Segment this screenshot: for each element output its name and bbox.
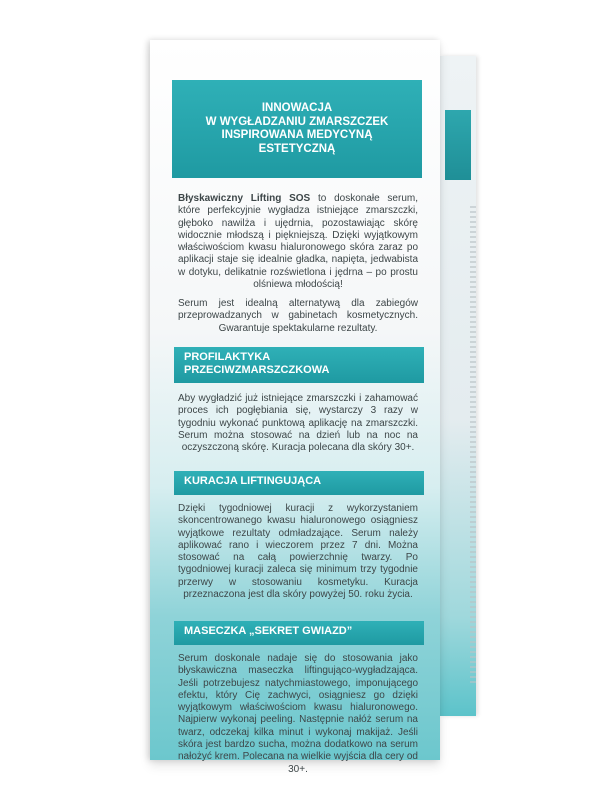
section-title-line: KURACJA LIFTINGUJĄCA xyxy=(184,475,322,487)
section-bar-lifting xyxy=(174,471,424,495)
side-label-block xyxy=(445,110,471,180)
headline-line: INSPIROWANA MEDYCYNĄ xyxy=(221,129,373,141)
headline-line: INNOWACJA xyxy=(261,102,333,114)
package-front-panel xyxy=(150,40,440,775)
prevention-text: Aby wygładzić już istniejące zmarszczki i zahamować proces ich pogłębiania się, wystarczy 3 razy w tygodniu wykonać punktową aplikację na zmarszczki. Serum można stosować na dzień lub na noc na oczyszczoną skórę. Kuracja polecana dla skóry 30+. xyxy=(178,393,418,454)
mask-text: Serum doskonale nadaje się do stosowania jako błyskawiczna maseczka liftingująco-wygładzająca. Jeśli potrzebujesz natychmiastowego, imponującego efektu, który Cię zachwyci, osiągniesz go dzięki wyjątkowym właściwościom kwasu hialuronowego. Najpierw wykonaj peeling. Następnie nałóż serum na twarz, odczekaj kilka minut i wykonaj makijaż. Jeśli skóra jest bardzo sucha, można dodatkowo na serum nałożyć krem. Polecana na wielkie wyjścia dla cery od 30+. xyxy=(178,653,418,775)
package-side-panel xyxy=(440,56,476,716)
intro-paragraph xyxy=(178,193,418,291)
lifting-paragraph xyxy=(178,503,418,601)
section-bar-mask xyxy=(174,621,424,645)
headline-line: ESTETYCZNĄ xyxy=(258,142,336,155)
mask-paragraph xyxy=(178,653,418,776)
headline-box xyxy=(172,80,422,178)
alternative-paragraph xyxy=(178,298,418,335)
brand-name: Błyskawiczny Lifting SOS xyxy=(178,193,311,204)
intro-text: to doskonałe serum, które perfekcyjnie wygładza istniejące zmarszczki, głęboko nawilża i ujędrnia, pozostawiając skórę widocznie młodszą i piękniejszą. Dzięki wyjątkowym właściwościom kwasu hialuronowego skóra zaraz po aplikacji staje się idealnie gładka, napięta, jedwabista w dotyku, delikatnie rozświetlona i jędrna – po prostu olśniewa młodością! xyxy=(178,193,418,291)
headline-line: W WYGŁADZANIU ZMARSZCZEK xyxy=(205,115,389,128)
section-title-line: MASECZKA „SEKRET GWIAZD” xyxy=(184,625,353,637)
prevention-paragraph xyxy=(178,393,418,454)
section-bar-prevention xyxy=(174,347,424,383)
section-title-line: PRZECIWZMARSZCZKOWA xyxy=(184,364,330,376)
section-title-line: PROFILAKTYKA xyxy=(184,351,271,363)
alternative-text: Serum jest idealną alternatywą dla zabiegów przeprowadzanych w gabinetach kosmetycznych. Gwarantuje spektakularne rezultaty. xyxy=(178,298,418,334)
side-fine-print xyxy=(470,206,476,686)
lifting-text: Dzięki tygodniowej kuracji z wykorzystaniem skoncentrowanego kwasu hialuronowego osiągniesz wyjątkowe rezultaty odmładzające. Serum należy aplikować rano i wieczorem przez 7 dni. Można stosować na całą powierzchnię twarzy. Po tygodniowej kuracji zaleca się minimum trzy tygodnie przerwy w stosowaniu kosmetyku. Kuracja przeznaczona jest dla skóry powyżej 50. roku życia. xyxy=(178,503,418,601)
